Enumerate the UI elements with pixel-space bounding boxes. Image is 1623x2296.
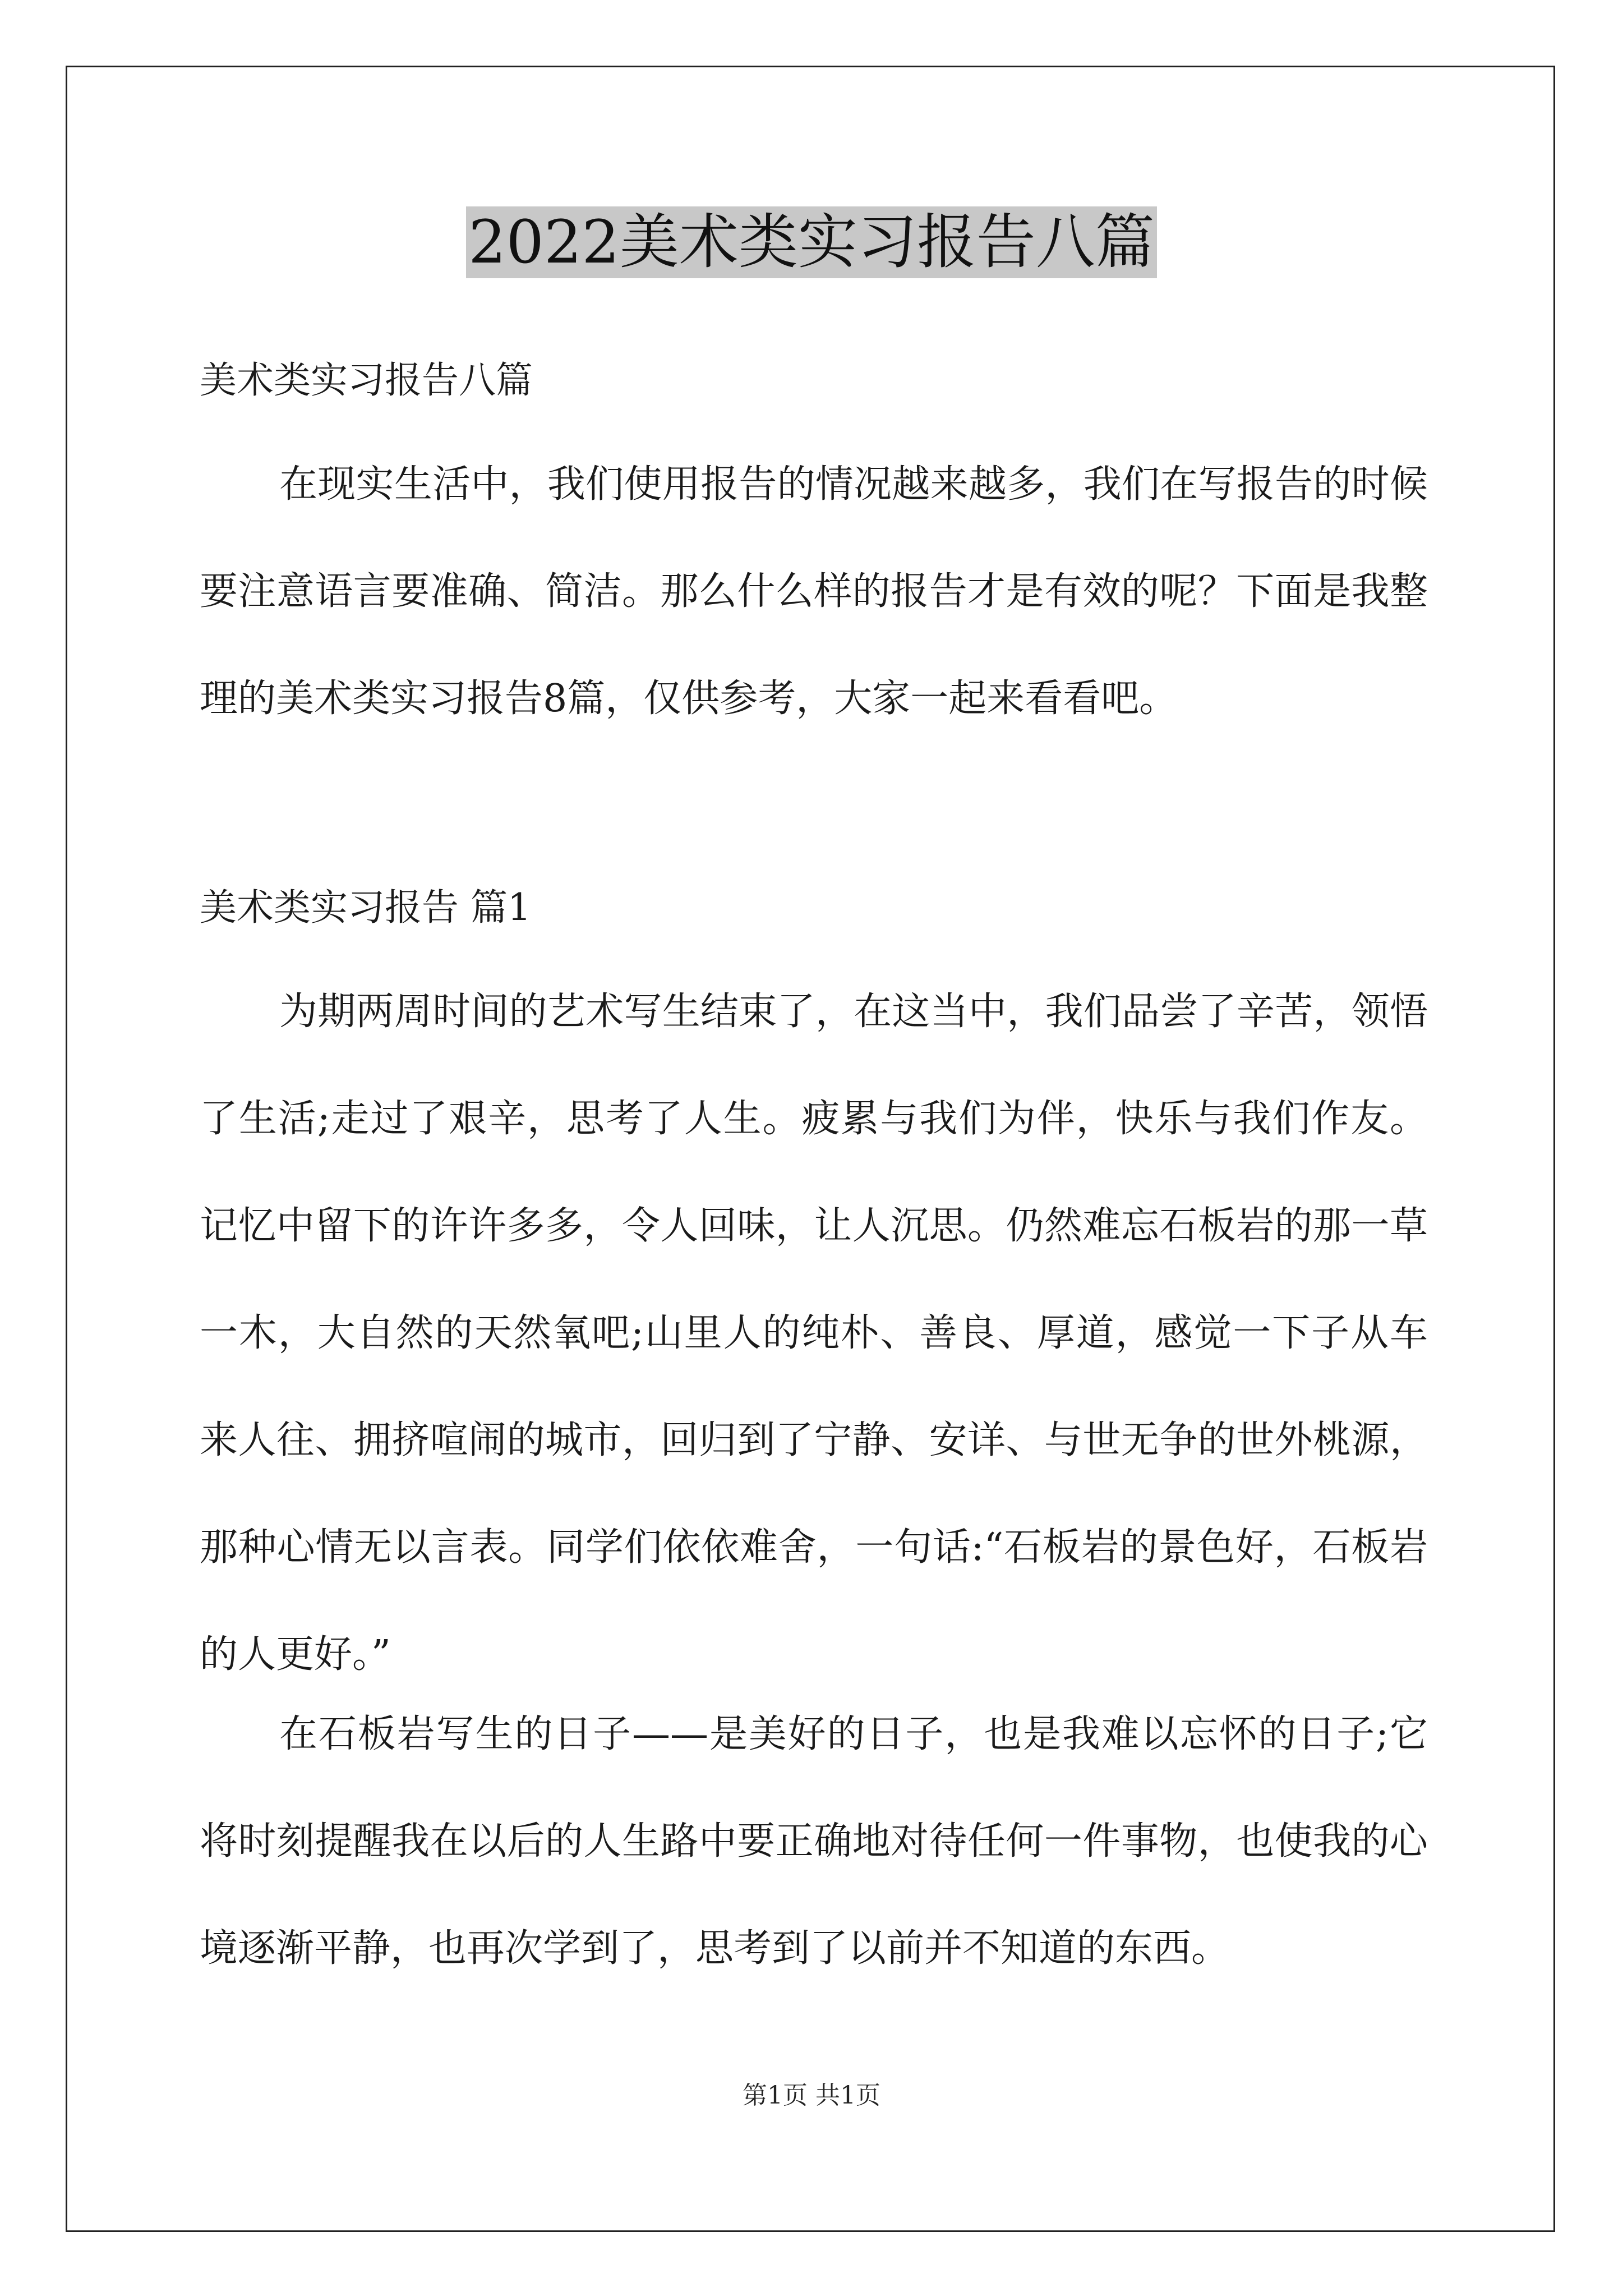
document-subtitle: 美术类实习报告八篇	[200, 358, 533, 402]
page-footer: 第1页 共1页	[743, 2081, 880, 2110]
title-container	[0, 206, 1623, 278]
body-paragraph-2: 在石板岩写生的日子——是美好的日子，也是我难以忘怀的日子;它将时刻提醒我在以后的人生路中要正确地对待任何一件事物，也使我的心境逐渐平静，也再次学到了，思考到了以前并不知道的东西。	[200, 1712, 1428, 1971]
intro-paragraph: 在现实生活中，我们使用报告的情况越来越多，我们在写报告的时候要注意语言要准确、简洁。那么什么样的报告才是有效的呢？下面是我整理的美术类实习报告8篇，仅供参考，大家一起来看看吧。	[200, 462, 1428, 721]
section-heading: 美术类实习报告 篇1	[200, 886, 531, 929]
body-paragraph-1: 为期两周时间的艺术写生结束了，在这当中，我们品尝了辛苦，领悟了生活;走过了艰辛，思考了人生。疲累与我们为伴，快乐与我们作友。记忆中留下的许许多多，令人回味，让人沉思。仍然难忘石板岩的那一草一木，大自然的天然氧吧;山里人的纯朴、善良、厚道，感觉一下子从车来人往、拥挤喧闹的城市，回归到了宁静、安详、与世无争的世外桃源，那种心情无以言表。同学们依依难舍，一句话:“石板岩的景色好，石板岩的人更好。”	[200, 990, 1428, 1677]
document-title: 2022美术类实习报告八篇	[466, 206, 1157, 278]
